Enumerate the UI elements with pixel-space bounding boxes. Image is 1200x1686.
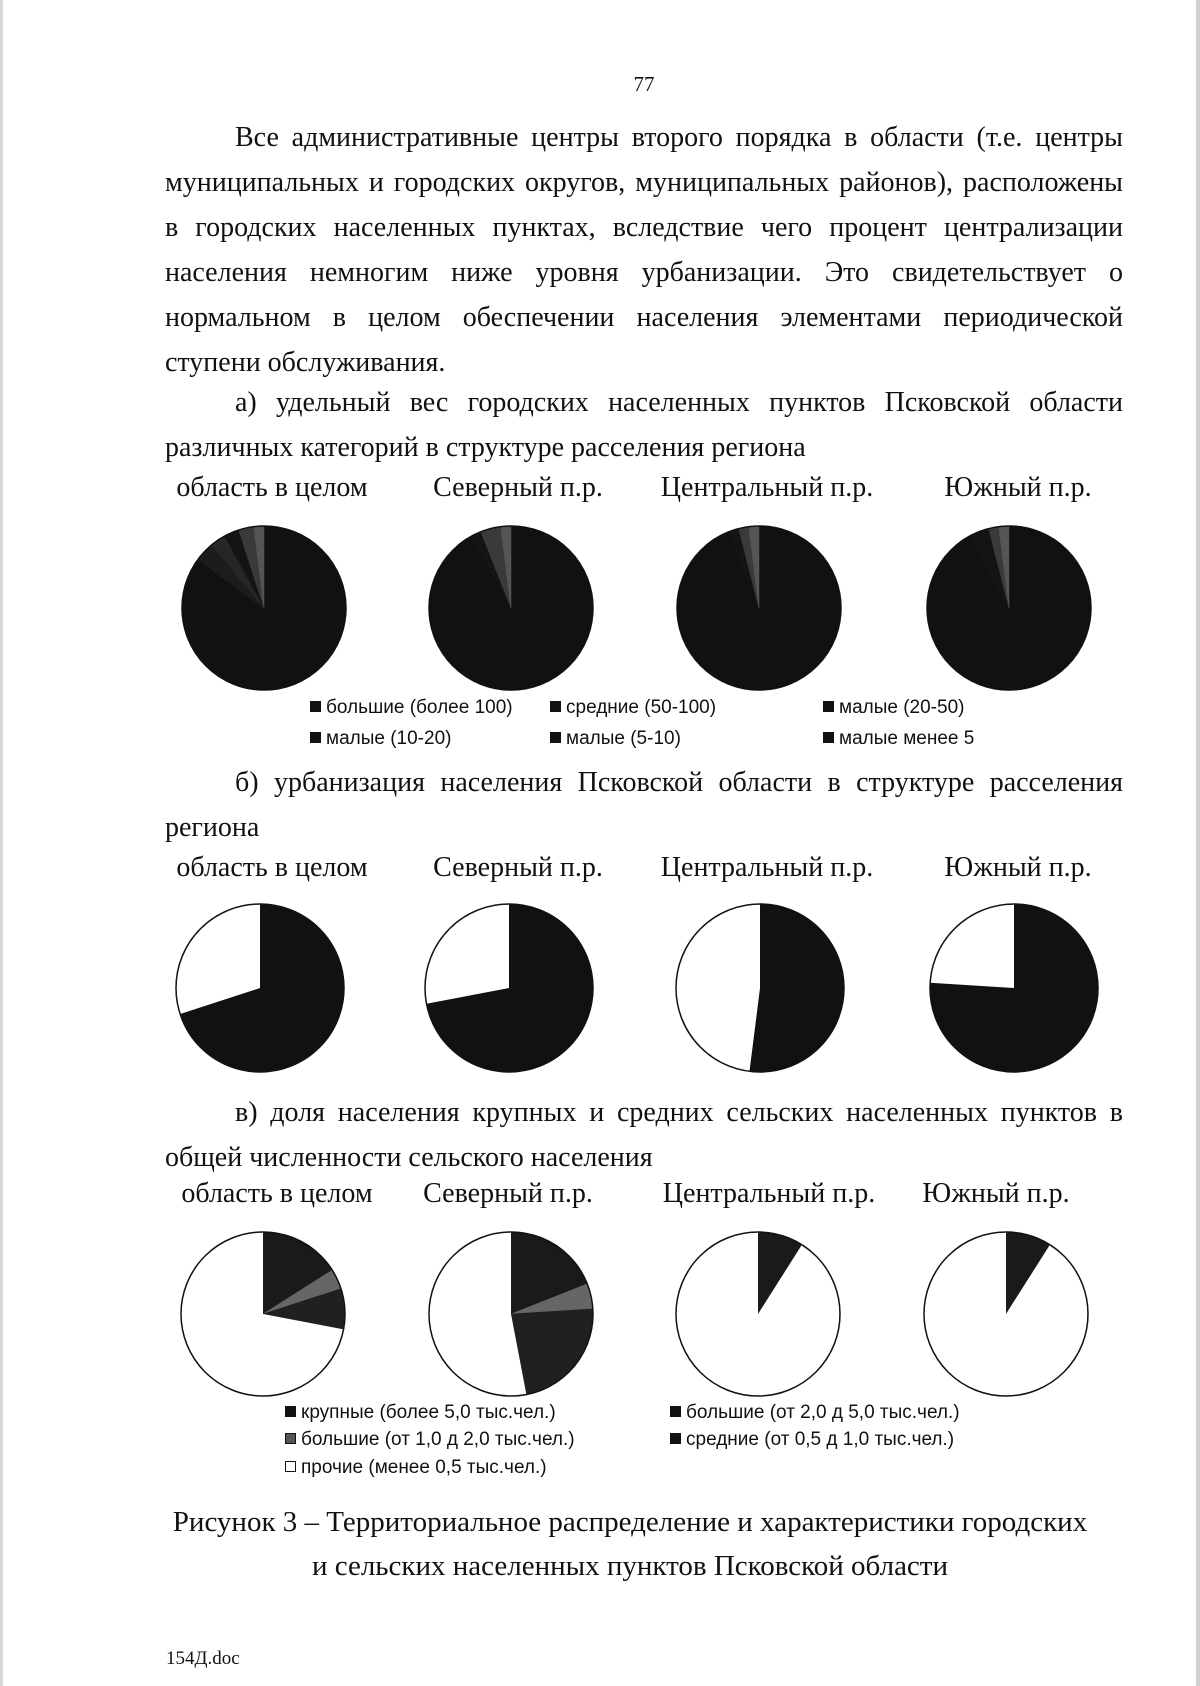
legend-c-item-3 [670,1429,954,1451]
legend-a-item-5 [823,728,974,750]
scan-edge-left [0,0,3,1686]
legend-a-item-2 [823,697,964,719]
figure-caption [0,1500,1200,1588]
legend-c-text-3: средние (от 0,5 д 1,0 тыс.чел.) [686,1429,955,1450]
legend-c-text-4: прочие (менее 0,5 тыс.чел.) [301,1457,547,1478]
pie-0 [181,1232,345,1396]
section-b-title-text: б) урбанизация населения Псковской области в структуре расселения региона [165,767,1123,843]
pie-slice-3-1 [930,904,1014,988]
legend-c-item-1 [670,1402,960,1424]
pie-2 [677,526,841,690]
pie-0 [182,526,346,690]
paragraph-1 [165,115,1123,385]
legend-c-text-1: большие (от 2,0 д 5,0 тыс.чел.) [686,1402,960,1423]
legend-c-text-0: крупные (более 5,0 тыс.чел.) [301,1402,556,1423]
pie-slice-2-0 [749,904,844,1072]
chart-a-label-0: область в целом [176,472,368,503]
legend-swatch [670,1406,681,1417]
chart-a-pies [0,516,1200,700]
legend-a-text-1: средние (50-100) [566,697,717,718]
pie-slice-2-4 [676,1232,840,1396]
caption-line-2: и сельских населенных пунктов Псковской области [311,1550,949,1582]
pie-1 [425,904,593,1072]
legend-swatch [823,701,834,712]
legend-swatch [285,1461,296,1472]
chart-c-pies [0,1222,1200,1406]
legend-swatch [550,701,561,712]
pie-2 [676,1232,840,1396]
section-c-title [165,1090,1123,1180]
file-name: 154Д.doc [166,1648,240,1669]
section-a-title-text: а) удельный вес городских населенных пунктов Псковской области различных категорий в структуре расселения региона [165,387,1123,463]
legend-a-item-4 [550,728,681,750]
pie-3 [930,904,1098,1072]
legend-swatch [670,1433,681,1444]
legend-swatch [310,732,321,743]
chart-b-pies [0,896,1200,1080]
chart-b-label-3: Южный п.р. [944,852,1092,883]
legend-a-text-3: малые (10-20) [326,728,452,749]
legend-a-item-3 [310,728,451,750]
chart-a-label-1: Северный п.р. [433,472,603,503]
pie-3 [924,1232,1088,1396]
section-b-title [165,760,1123,850]
legend-c-item-4 [285,1457,547,1479]
pie-0 [176,904,344,1072]
legend-swatch [550,732,561,743]
chart-b-row [0,852,1200,1082]
legend-a-text-0: большие (более 100) [326,697,513,718]
chart-c-label-1: Северный п.р. [423,1178,593,1209]
legend-swatch [285,1406,296,1417]
pie-3 [927,526,1091,690]
page-number: 77 [633,72,655,96]
pie-slice-1-1 [425,904,509,1004]
chart-a-label-3: Южный п.р. [944,472,1092,503]
chart-b-label-2: Центральный п.р. [660,852,874,883]
caption-line-1: Рисунок 3 – Территориальное распределение и характеристики городских [172,1506,1088,1538]
legend-a-text-4: малые (5-10) [566,728,681,749]
chart-b-label-1: Северный п.р. [433,852,603,883]
legend-c-item-2 [285,1429,575,1451]
chart-c-label-3: Южный п.р. [922,1178,1070,1209]
pie-slice-2-1 [676,904,760,1071]
legend-a-text-5: малые менее 5 [839,728,975,749]
scan-edge-right [1196,0,1200,1686]
chart-c-label-0: область в целом [181,1178,373,1209]
legend-a-item-1 [550,697,716,719]
chart-c-label-2: Центральный п.р. [662,1178,876,1209]
pie-slice-3-4 [924,1232,1088,1396]
pie-2 [676,904,844,1072]
section-c-title-text: в) доля населения крупных и средних сельских населенных пунктов в общей численности сельского населения [165,1097,1123,1173]
chart-b-label-0: область в целом [176,852,368,883]
section-a-title [165,380,1123,470]
legend-c-text-2: большие (от 1,0 д 2,0 тыс.чел.) [301,1429,575,1450]
legend-a-text-2: малые (20-50) [839,697,965,718]
chart-c-row [0,1178,1200,1398]
legend-c-item-0 [285,1402,556,1424]
legend-a-item-0 [310,697,513,719]
paragraph-1-text: Все административные центры второго порядка в области (т.е. центры муниципальных и городских округов, муниципальных районов), расположены в городских населенных пунктах, вследствие чего процент централизации населения немногим ниже уровня урбанизации. Это свидетельствует о нормальном в целом обеспечении населения элементами периодической ступени обслуживания. [165,122,1123,378]
legend-swatch [823,732,834,743]
legend-swatch [310,701,321,712]
pie-1 [429,526,593,690]
chart-a-label-2: Центральный п.р. [660,472,874,503]
legend-swatch [285,1433,296,1444]
pie-1 [429,1232,593,1396]
